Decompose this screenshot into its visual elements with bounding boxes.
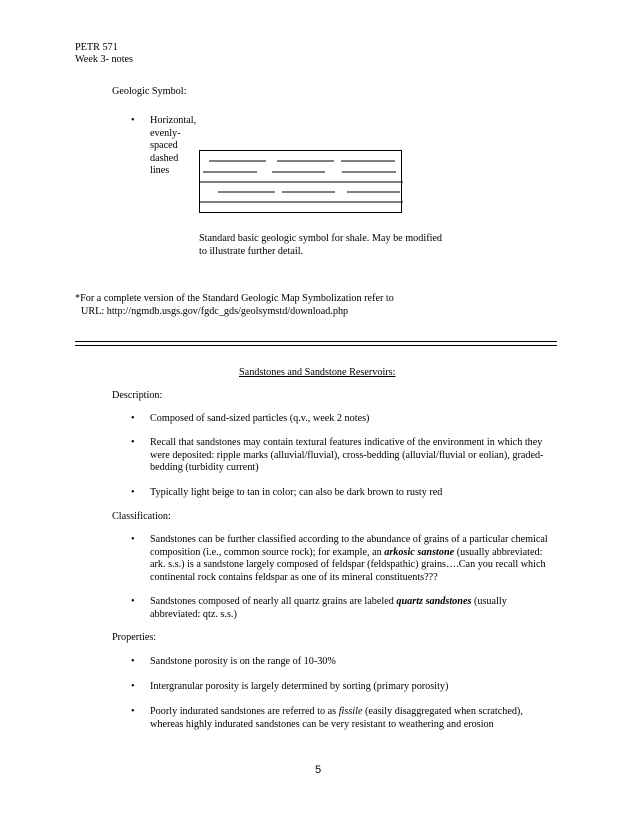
text-line [150, 596, 507, 609]
bullet-icon: • [131, 681, 135, 692]
list-item-text [150, 706, 523, 731]
text-span: Sandstones composed of nearly all quartz grains are labeled [150, 596, 397, 607]
bullet-icon: • [131, 413, 135, 424]
text-span: (easily disaggregated when scratched), [362, 706, 523, 717]
quartz-term: quartz sandstones [396, 596, 472, 607]
text-line: bedding (turbidity current) [150, 462, 259, 474]
arkosic-term: arkosic sanstone [384, 546, 455, 558]
footnote [75, 293, 394, 318]
section-title: Sandstones and Sandstone Reservoirs: [239, 367, 396, 378]
text-line: Sandstones can be further classified according to the abundance of grains of a particular chemical [150, 534, 548, 545]
document-header [75, 42, 133, 66]
list-item-text [150, 596, 507, 621]
list-item-text: Typically light beige to tan in color; can also be dark brown to rusty red [150, 487, 443, 498]
bullet-icon: • [131, 706, 135, 717]
caption-line: to illustrate further detail. [199, 245, 304, 257]
text-line [150, 547, 548, 560]
fissile-term: fissile [338, 706, 363, 717]
list-item-text: Sandstone porosity is on the range of 10-30% [150, 656, 336, 667]
description-label: Description: [112, 390, 163, 401]
text-line: ark. s.s.) is a sandstone largely composed of feldspar (feldspathic) grains….Can you recall which [150, 559, 546, 571]
footnote-url: URL: http://ngmdb.usgs.gov/fgdc_gds/geolsymstd/download.php [81, 305, 349, 317]
shale-symbol [199, 150, 402, 213]
classification-label: Classification: [112, 511, 171, 522]
text-span: Poorly indurated sandstones are referred to as [150, 706, 339, 717]
shale-pattern-icon [200, 151, 403, 214]
section-divider [75, 341, 557, 346]
text-span: (usually [471, 596, 507, 607]
text-span: (usually abbreviated: [454, 546, 543, 558]
text-line: Recall that sandstones may contain textural features indicative of the environment in which they [150, 437, 543, 448]
text-line: continental rock contains feldspar as one of its mineral constituents??? [150, 571, 438, 583]
list-item-text [150, 437, 544, 475]
list-item-text: Intergranular porosity is largely determined by sorting (primary porosity) [150, 681, 449, 692]
caption-line: Standard basic geologic symbol for shale. May be modified [199, 233, 443, 244]
text-line: were deposited: ripple marks (alluvial/fluvial), cross-bedding (alluvial/fluvial or eolian), graded- [150, 449, 544, 461]
bullet-icon: • [131, 596, 135, 607]
week-label: Week 3- notes [75, 54, 134, 65]
page-number: 5 [315, 764, 322, 776]
text-line: abbreviated: qtz. s.s.) [150, 608, 237, 620]
bullet-icon: • [131, 534, 135, 545]
text-span: composition (i.e., common source rock); for example, an [150, 546, 385, 558]
symbol-caption [199, 233, 442, 258]
course-code: PETR 571 [75, 42, 118, 53]
list-item-text: Composed of sand-sized particles (q.v., week 2 notes) [150, 413, 370, 424]
list-item-text: Horizontal, evenly-spaced dashed lines [150, 115, 197, 177]
bullet-icon: • [131, 656, 135, 667]
text-line [150, 706, 523, 719]
text-line: whereas highly indurated sandstones can be very resistant to weathering and erosion [150, 718, 494, 730]
list-item-text [150, 534, 548, 584]
bullet-icon: • [131, 437, 135, 448]
bullet-icon: • [131, 487, 135, 498]
properties-label: Properties: [112, 632, 157, 643]
geologic-symbol-label: Geologic Symbol: [112, 86, 187, 97]
footnote-line: *For a complete version of the Standard Geologic Map Symbolization refer to [75, 293, 394, 304]
bullet-icon: • [131, 115, 135, 126]
